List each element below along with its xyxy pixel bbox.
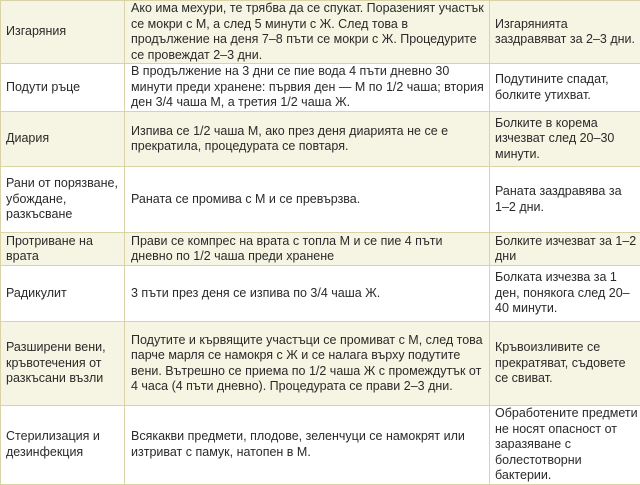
result-cell xyxy=(490,112,640,167)
result-text: Болките в корема изчезват след 20–30 минути. xyxy=(495,116,638,163)
table-row xyxy=(1,1,640,64)
result-cell xyxy=(490,266,640,322)
method-text: Прави се компрес на врата с топла М и се пие 4 пъти дневно по 1/2 чаша преди хранене xyxy=(131,234,485,265)
result-text: Подутините спадат, болките утихват. xyxy=(495,72,638,103)
method-cell xyxy=(125,322,490,406)
method-text: Ако има мехури, те трябва да се спукат. Поразеният участък се мокри с М, а след 5 минути с Ж. След това в продължение на деня 7–8 пъти се мокри с Ж. Процедурите се провеждат 2–3 дни. xyxy=(131,1,485,63)
method-cell xyxy=(125,112,490,167)
table-row xyxy=(1,112,640,167)
method-cell xyxy=(125,406,490,485)
method-text: В продължение на 3 дни се пие вода 4 пъти дневно 30 минути преди хранене: първия ден — М по 1/2 чаша; втория ден 3/4 чаша М, а третия 1/2 чаша Ж. xyxy=(131,64,485,111)
result-text: Болката изчезва за 1 ден, понякога след 20–40 минути. xyxy=(495,270,638,317)
result-text: Раната заздравява за 1–2 дни. xyxy=(495,184,638,215)
condition-text: Подути ръце xyxy=(6,80,120,96)
table-row xyxy=(1,406,640,485)
condition-cell xyxy=(1,1,125,64)
method-cell xyxy=(125,64,490,112)
condition-text: Радикулит xyxy=(6,286,120,302)
method-cell xyxy=(125,1,490,64)
result-text: Болките изчезват за 1–2 дни xyxy=(495,234,638,265)
table-row xyxy=(1,167,640,233)
result-cell xyxy=(490,1,640,64)
method-text: Изпива се 1/2 чаша М, ако през деня диарията не се е прекратила, процедурата се повтаря. xyxy=(131,124,485,155)
method-text: Раната се промива с М и се превързва. xyxy=(131,192,485,208)
result-text: Изгарянията заздравяват за 2–3 дни. xyxy=(495,17,638,48)
method-cell xyxy=(125,233,490,266)
condition-cell xyxy=(1,406,125,485)
condition-cell xyxy=(1,64,125,112)
method-text: Всякакви предмети, плодове, зеленчуци се намокрят или изтриват с памук, натопен в М. xyxy=(131,429,485,460)
result-cell xyxy=(490,167,640,233)
result-cell xyxy=(490,406,640,485)
condition-text: Диария xyxy=(6,131,120,147)
condition-text: Разширени вени, кръвотечения от разкъсани възли xyxy=(6,340,120,387)
result-cell xyxy=(490,233,640,266)
condition-cell xyxy=(1,322,125,406)
method-text: Подутите и кървящите участъци се промиват с М, след това парче марля се намокря с Ж и се налага върху подутите вени. Вътрешно се приема по 1/2 чаша Ж с промеждутък от 4 часа (4 пъти дневно). Процедурата се прави 2–3 дни. xyxy=(131,333,485,395)
result-cell xyxy=(490,64,640,112)
condition-text: Протриване на врата xyxy=(6,234,120,265)
table-row xyxy=(1,64,640,112)
condition-cell xyxy=(1,233,125,266)
condition-text: Изгаряния xyxy=(6,24,120,40)
result-text: Кръвоизливите се прекратяват, съдовете се свиват. xyxy=(495,340,638,387)
table-row xyxy=(1,266,640,322)
method-cell xyxy=(125,266,490,322)
condition-cell xyxy=(1,167,125,233)
result-cell xyxy=(490,322,640,406)
condition-cell xyxy=(1,112,125,167)
result-text: Обработените предмети не носят опасност от заразяване с болестотворни бактерии. xyxy=(495,406,638,484)
table-row xyxy=(1,233,640,266)
method-text: 3 пъти през деня се изпива по 3/4 чаша Ж. xyxy=(131,286,485,302)
condition-text: Рани от порязване, убождане, разкъсване xyxy=(6,176,120,223)
method-cell xyxy=(125,167,490,233)
table-row xyxy=(1,322,640,406)
condition-cell xyxy=(1,266,125,322)
condition-text: Стерилизация и дезинфекция xyxy=(6,429,120,460)
